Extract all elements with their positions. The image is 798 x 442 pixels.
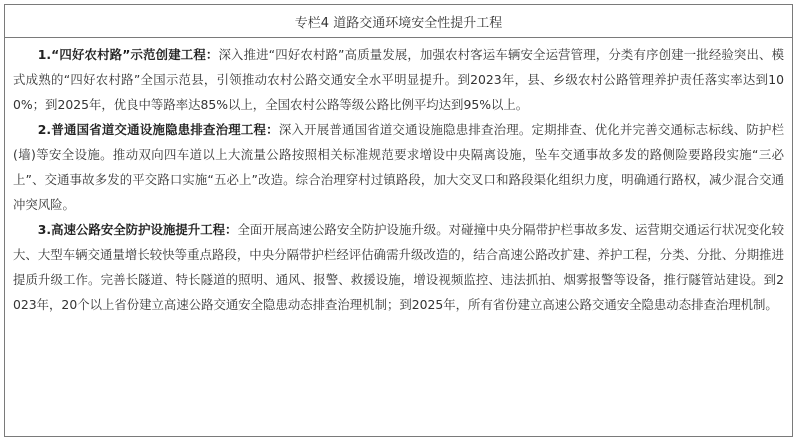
paragraph-national-roads [13, 117, 784, 217]
column-box [4, 4, 793, 437]
paragraph-rural-roads [13, 42, 784, 117]
column-title: 专栏4 道路交通环境安全性提升工程 [5, 5, 792, 38]
paragraph-expressway [13, 217, 784, 317]
paragraph-heading: 3.高速公路安全防护设施提升工程： [37, 222, 238, 237]
paragraph-heading: 1.“四好农村路”示范创建工程： [37, 47, 219, 62]
paragraph-text: 深入推进“四好农村路”高质量发展，加强农村客运车辆安全运营管理，分类有序创建一批经验突出、模式成熟的“四好农村路”全国示范县，引领推动农村公路交通安全水平明显提升。到2023年，县、乡级农村公路管理养护责任落实率达到100%；到2025年，优良中等路率达85%以上，全国农村公路等级公路比例平均达到95%以上。 [13, 47, 784, 112]
paragraph-heading: 2.普通国省道交通设施隐患排查治理工程： [37, 122, 279, 137]
paragraph-text: 深入开展普通国省道交通设施隐患排查治理。定期排查、优化并完善交通标志标线、防护栏(墙)等安全设施。推动双向四车道以上大流量公路按照相关标准规范要求增设中央隔离设施，坠车交通事故多发的路侧险要路段实施“三必上”、交通事故多发的平交路口实施“五必上”改造。综合治理穿村过镇路段，加大交叉口和路段渠化组织力度，明确通行路权，减少混合交通冲突风险。 [13, 122, 785, 212]
column-body [5, 38, 792, 317]
paragraph-text: 全面开展高速公路安全防护设施升级。对碰撞中央分隔带护栏事故多发、运营期交通运行状况变化较大、大型车辆交通量增长较快等重点路段，中央分隔带护栏经评估确需升级改造的，结合高速公路改扩建、养护工程，分类、分批、分期推进提质升级工作。完善长隧道、特长隧道的照明、通风、报警、救援设施，增设视频监控、违法抓拍、烟雾报警等设备，推行隧管站建设。到2023年，20个以上省份建立高速公路交通安全隐患动态排查治理机制；到2025年，所有省份建立高速公路交通安全隐患动态排查治理机制。 [13, 222, 784, 312]
